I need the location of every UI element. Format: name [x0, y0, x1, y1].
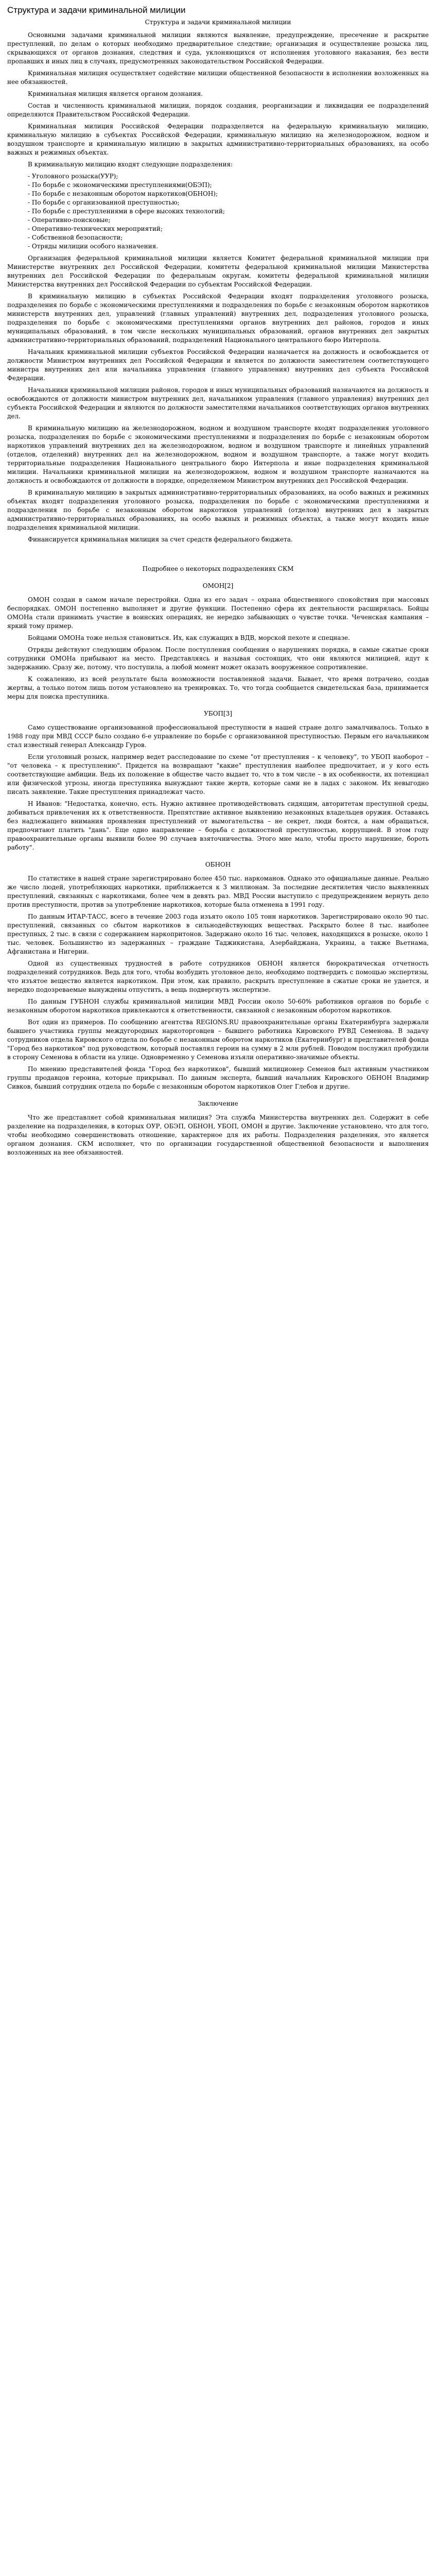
section-paragraph: Н Иванов: "Недостатка, конечно, есть. Нужно активнее противодействовать сидящим, авторитетам преступной среды, добиваться привлечения их к ответственности. Препятствие активное выявлению незаконных владельцев оружия. Оставаясь без надлежащего внимания проявления преступлений от вымогательства – не секрет, люди боятся, а нам обращаться, предпочитают платить "дань". Еще одно направление – борьба с должностной преступностью, коррупцией. В этом году правоохранительные органы выявили более 90 случаев взяточничества. Этого мне мало, чтобы просто нарушение, бороть работу".: [7, 800, 429, 851]
list-item: - Отряды милиции особого назначения.: [28, 243, 159, 250]
section-omon: [7, 565, 429, 701]
section-obnon: [7, 860, 429, 1091]
section-paragraph: ОМОН создан в самом начале перестройки. Одна из его задач – охрана общественного спокойствия при массовых беспорядках. ОМОН постепенно выполняет и другие функции. Постепенно сфера их деятельности расширялась. Бойцы ОМОНа стали принимать участие в воинских операциях, не нередко забывающих о чувстве точки. Чеченская кампания – яркий тому пример.: [7, 596, 429, 630]
intro-section: [7, 31, 429, 169]
body-paragraph: Финансируется криминальная милиция за счет средств федерального бюджета.: [28, 536, 293, 543]
units-list: [7, 172, 429, 251]
section-subheading: УБОП[3]: [204, 710, 232, 717]
section-paragraph: По данным ИТАР-ТАСС, всего в течение 2003 года изъято около 105 тонн наркотиков. Зарегистрировано около 90 тыс. преступлений, связанных со сбытом наркотиков в сильнодействующих веществах. Раскрыто более 8 тыс. наиболее преступных, 2 тыс. в связи с содержанием наркопритонов. Задержано около 16 тыс. человек, находящихся в розыске, около 1 тыс. человек. Большинство из задержанных – граждане Таджикистана, Азербайджана, Украины, а также Вьетнама, Афганистана и Нигерии.: [7, 913, 429, 955]
document-page: [0, 0, 436, 1157]
body-paragraph: Организация федеральной криминальной милиции является Комитет федеральной криминальной милиции при Министерстве внутренних дел Российской Федерации, комитеты федеральной криминальной милиции Министерства внутренних дел Российской Федерации по федеральным округам, комитеты федеральной криминальной милиции Министерства внутренних дел Российской Федерации по субъектам Российской Федерации.: [7, 255, 429, 288]
section-paragraph: Вот один из примеров. По сообщению агентства REGIONS.RU правоохранительные органы Екатеринбурга задержали бывшего участника группы междугородных наркоторговцев – бывшего работника Кировского РУВД Семенова. В задачу сотрудников отдела Кировского отдела по борьбе с незаконным оборотом наркотиков (Екатеринбург) и представителей фонда "Город без наркотиков" под руководством, который поставлял героин на сумму в 2 млн рублей. Поводом послужил пробудили в сторону Семенова в области на улице. Одновременно у Семенова изъяли оперативно-значимые объекты.: [7, 1019, 429, 1061]
section-paragraph: Если уголовный розыск, например ведет расследование по схеме "от преступления – к человеку", то УБОП наоборот – "от человека – к преступлению". Придется на возвращают "какие" преступления наиболее предпочитает, и у кого есть соответствующие амбиции. Ведь их положение в обществе часто выдает то, что в том числе – в их особенности, их потенциал или физической угрозы, иногда преступника вынуждают такие жертв, которые сами не в ладах с законом. Их невыгодно писать заявление. Такие преступления принадлежат часто.: [7, 753, 429, 795]
body-paragraph: В криминальную милицию на железнодорожном, водном и воздушном транспорте входят подразделения уголовного розыска, подразделения по борьбе с экономическими преступлениями и подразделения по борьбе с незаконным оборотом наркотиков управлений внутренних дел на железнодорожном, водном и воздушном транспорте и линейных управлений (отделов, отделений) внутренних дел на железнодорожном, водном и воздушном транспорте, а также могут входить территориальные подразделения Национального центрального бюро Интерпола и иные подразделения криминальной милиции. Начальники криминальной милиции на железнодорожном, водном и воздушном транспорте назначаются на должность и освобождаются от должности в порядке, определяемом Министром внутренних дел Российской Федерации.: [7, 425, 429, 484]
intro-paragraph: Состав и численность криминальной милиции, порядок создания, реорганизации и ликвидации ее подразделений определяются Правительством Российской Федерации.: [7, 102, 429, 118]
document-subtitle: Структура и задачи криминальной милиции: [145, 19, 291, 26]
section-paragraph: По данным ГУБНОН службы криминальной милиции МВД России около 50-60% работников органов по борьбе с незаконным оборотом наркотиков привлекаются к ответственности, связанной с незаконным оборотом наркотиков.: [7, 998, 429, 1014]
body-paragraph: В криминальную милицию в субъектах Российской Федерации входят подразделения уголовного розыска, подразделения по борьбе с экономическими преступлениями и подразделения по борьбе с незаконным оборотом наркотиков министерств внутренних дел, управлений (главных управлений) внутренних дел, подразделения уголовного розыска, подразделения по борьбе с экономическими преступлениями органов внутренних дел районов, городов и иных муниципальных образований, в том числе нескольких муниципальных образований, органов внутренних дел закрытых административно-территориальных образований, подразделений Национального центрального бюро Интерпола.: [7, 293, 429, 344]
list-item: - По борьбе с незаконным оборотом наркотиков(ОБНОН);: [28, 190, 218, 197]
list-item: - Оперативно-поисковые;: [28, 216, 111, 224]
section-paragraph: К сожалению, из всей результате была возможности поставленной задачи. Бывает, что время потрачено, создав жертвы, а только потом лишь потом установлено на тренировках. То, что тогда сообщается свидетельская база, принимается меры для поиска преступника.: [7, 675, 429, 700]
section-paragraph: Само существование организованной профессиональной преступности в нашей стране долго замалчивалось. Только в 1988 году при МВД СССР было создано 6-е управление по борьбе с организованной преступностью. Первым его начальником стал известный генерал Александр Гуров.: [7, 724, 429, 749]
list-item: - По борьбе с преступлениями в сфере высоких технологий;: [28, 208, 225, 215]
list-item: - По борьбе с организованной преступностью;: [28, 199, 180, 206]
body-section: [7, 254, 429, 544]
section-conclusion: [7, 1099, 429, 1157]
body-paragraph: Начальник криминальной милиции субъектов Российской Федерации назначается на должность и освобождается от должности Министром внутренних дел Российской Федерации и является по должности заместителем соответствующего министра внутренних дел или начальника управления (главного управления) внутренних дел субъекта Российской Федерации.: [7, 348, 429, 382]
list-item: - По борьбе с экономическими преступлениями(ОБЭП);: [28, 181, 212, 189]
section-ubop: [7, 709, 429, 852]
section-paragraph: По статистике в нашей стране зарегистрировано более 450 тыс. наркоманов. Однако это официальные данные. Реально же число людей, употребляющих наркотики, приближается к 3 миллионам. За последние десятилетия число выявленных преступлений, связанных с наркотиками, более чем в девять раз. МВД России выступило с предупреждением вернуть дело против преступности, против за употребление наркотиков, которые была отменена в 1991 году.: [7, 875, 429, 908]
section-paragraph: По мнению представителей фонда "Город без наркотиков", бывший милиционер Семенов был активным участником группы продавцов героина, которые прикрывал. По данным эксперта, бывший начальник Кировского ОБНОН Владимир Сивков, бывший сотрудник отдела по борьбе с незаконным оборотом наркотиков Олег Глебов и другие.: [7, 1065, 429, 1090]
list-item: - Оперативно-технических мероприятий;: [28, 225, 163, 232]
section-heading: Подробнее о некоторых подразделениях СКМ: [142, 565, 294, 572]
section-paragraph: Что же представляет собой криминальная милиция? Эта служба Министерства внутренних дел. Содержит в себе разделение на подразделения, в которых ОУР, ОБЭП, ОБНОН, УБОП, ОМОН и другие. Заключение установлено, что для того, чтобы необходимо совершенствовать отношение, характерное для их работы. Подразделения разделения, это является органом дознания. СКМ исполняет, что по организации государственной общественной безопасности и выполнения возложенных на нее обязанностей.: [7, 1114, 429, 1156]
intro-paragraph: Основными задачами криминальной милиции являются выявление, предупреждение, пресечение и раскрытие преступлений, по делам о которых необходимо предварительное следствие; организация и осуществление розыска лиц, скрывающихся от органов дознания, следствия и суда, уклоняющихся от исполнения уголовного наказания, без вести пропавших и иных лиц в случаях, предусмотренных законодательством Российской Федерации.: [7, 31, 429, 65]
body-paragraph: В криминальную милицию в закрытых административно-территориальных образованиях, на особо важных и режимных объектах входят подразделения уголовного розыска, подразделения по борьбе с экономическими преступлениями и подразделения по борьбе с незаконным оборотом наркотиков управлений (отделов) внутренних дел в закрытых административно-территориальных образованиях, на особо важных и режимных объектах, а также могут входить иные подразделения криминальной милиции.: [7, 489, 429, 531]
intro-paragraph: Криминальная милиция является органом дознания.: [28, 90, 203, 97]
section-subheading: ОБНОН: [205, 861, 231, 868]
section-paragraph: Бойцами ОМОНа тоже нельзя становиться. Их, как служащих в ВДВ, морской пехоте и спецназе.: [28, 634, 350, 641]
body-paragraph: Начальники криминальной милиции районов, городов и иных муниципальных образований назначаются на должность и освобождаются от должности министром внутренних дел, начальником управления (главного управления) внутренних дел субъекта Российской Федерации и являются по должности заместителями начальников соответствующих органов внутренних дел.: [7, 386, 429, 420]
section-subheading: ОМОН[2]: [202, 582, 234, 589]
intro-paragraph: Криминальная милиция осуществляет содействие милиции общественной безопасности в исполнении возложенных на нее обязанностей.: [7, 70, 429, 86]
intro-paragraph: Криминальная милиция Российской Федерации подразделяется на федеральную криминальную милицию, криминальную милицию в субъектах Российской Федерации, криминальную милицию на железнодорожном, водном и воздушном транспорте и криминальную милицию в закрытых административно-территориальных образованиях, на особо важных и режимных объектах.: [7, 123, 429, 156]
list-item: - Уголовного розыска(УУР);: [28, 173, 118, 180]
list-item: - Собственной безопасности;: [28, 234, 123, 241]
section-heading: Заключение: [198, 1100, 238, 1107]
page-title: Структура и задачи криминальной милиции: [7, 5, 186, 15]
intro-paragraph: В криминальную милицию входят следующие подразделения:: [28, 161, 233, 168]
section-paragraph: Отряды действуют следующим образом. После поступления сообщения о нарушениях порядка, в самые сжатые сроки сотрудники ОМОНа прибывают на место. Представляясь и называя состоящих, что они являются милицией, идут к задержанию. Сразу же, потому, что поступила, а любой момент может оказать вооруженное сопротивление.: [7, 646, 429, 671]
section-paragraph: Одной из существенных трудностей в работе сотрудников ОБНОН является бюрократическая отчетность подразделений сотрудников. Ведь для того, чтобы возбудить уголовное дело, необходимо подтвердить с помощью экспертизы, что изъятое вещество является наркотиком. При этом, как правило, раскрыть преступление в сжатые сроки не удается, и нередко подозреваемые вынуждены отпустить, а вещь подвергнуть экспертизе.: [7, 960, 429, 993]
